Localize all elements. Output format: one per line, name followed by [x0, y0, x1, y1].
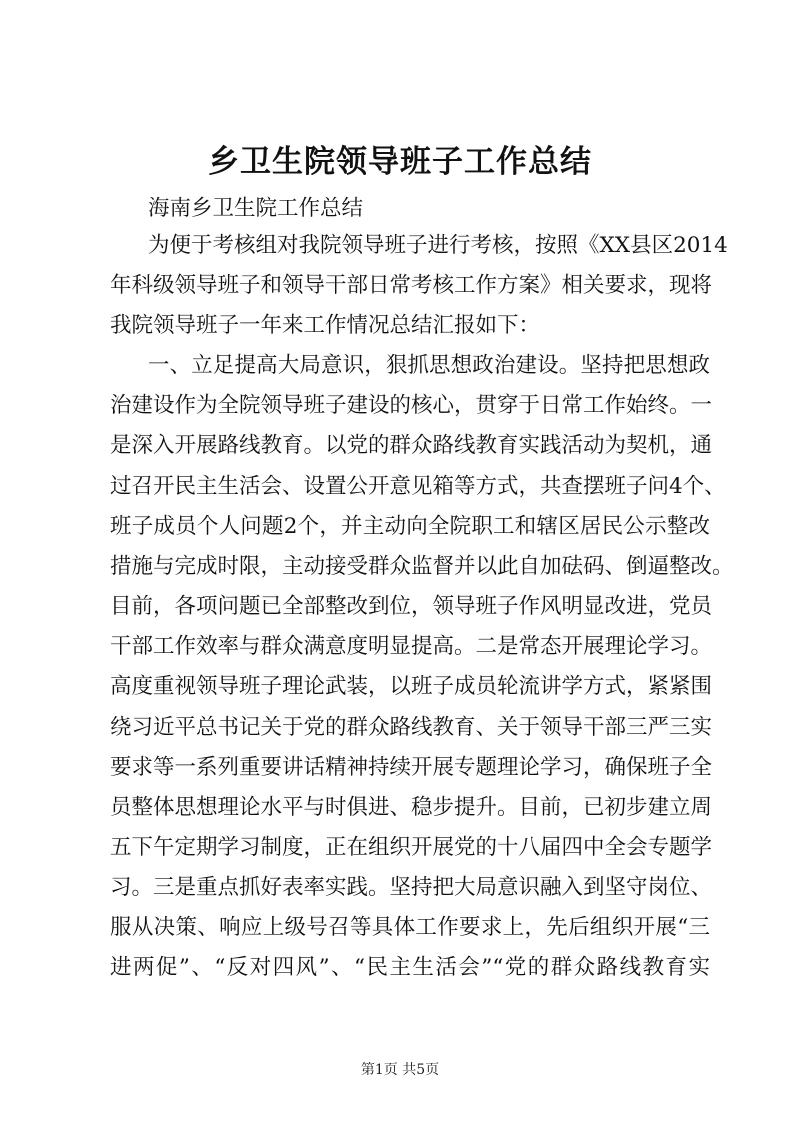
body-line: 年科级领导班子和领导干部日常考核工作方案》相关要求，现将: [110, 273, 713, 298]
body-line: 高度重视领导班子理论武装，以班子成员轮流讲学方式，紧紧围: [110, 674, 713, 699]
body-line: 服从决策、响应上级号召等具体工作要求上，先后组织开展“三: [110, 915, 710, 940]
body-line: 习。三是重点抓好表率实践。坚持把大局意识融入到坚守岗位、: [110, 875, 713, 900]
body-line: 目前，各项问题已全部整改到位，领导班子作风明显改进，党员: [110, 594, 713, 619]
body-line: 进两促”、“反对四风”、“民主生活会”“党的群众路线教育实: [110, 955, 710, 980]
body-line: 治建设作为全院领导班子建设的核心，贯穿于日常工作始终。一: [110, 393, 713, 418]
body-line: 要求等一系列重要讲话精神持续开展专题理论学习，确保班子全: [110, 755, 713, 780]
body-line: 过召开民主生活会、设置公开意见箱等方式，共查摆班子问4个、: [110, 474, 726, 499]
document-title: 乡卫生院领导班子工作总结: [208, 144, 592, 180]
body-line: 我院领导班子一年来工作情况总结汇报如下：: [110, 313, 541, 338]
body-line: 是深入开展路线教育。以党的群众路线教育实践活动为契机，通: [110, 433, 713, 458]
subtitle-line: 海南乡卫生院工作总结: [148, 196, 364, 221]
body-line: 班子成员个人问题2个，并主动向全院职工和辖区居民公示整改: [110, 514, 710, 539]
body-line: 一、立足提高大局意识，狠抓思想政治建设。坚持把思想政: [148, 353, 710, 378]
body-line: 措施与完成时限，主动接受群众监督并以此自加砝码、倒逼整改。: [110, 554, 734, 579]
body-line: 五下午定期学习制度，正在组织开展党的十八届四中全会专题学: [110, 835, 713, 860]
body-line: 为便于考核组对我院领导班子进行考核，按照《XX县区2014: [148, 233, 728, 258]
body-line: 员整体思想理论水平与时俱进、稳步提升。目前，已初步建立周: [110, 795, 713, 820]
body-line: 绕习近平总书记关于党的群众路线教育、关于领导干部三严三实: [110, 715, 713, 740]
body-line: 干部工作效率与群众满意度明显提高。二是常态开展理论学习。: [110, 634, 713, 659]
page-number-footer: 第1页 共5页: [360, 1062, 440, 1078]
